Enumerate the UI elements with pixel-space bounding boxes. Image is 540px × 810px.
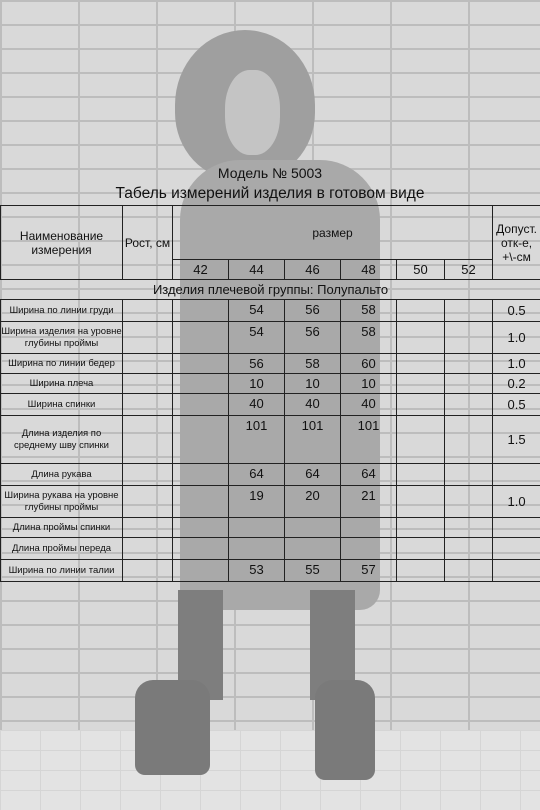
height-cell — [123, 464, 173, 486]
height-cell — [123, 560, 173, 582]
row-label: Ширина спинки — [1, 394, 123, 416]
value-cell — [173, 486, 229, 518]
value-cell: 55 — [285, 560, 341, 582]
value-cell — [341, 518, 397, 538]
value-cell: 56 — [285, 322, 341, 354]
value-cell: 64 — [341, 464, 397, 486]
height-cell — [123, 354, 173, 374]
table-row — [1, 560, 540, 582]
height-cell — [123, 538, 173, 560]
height-cell — [123, 394, 173, 416]
height-cell — [123, 374, 173, 394]
row-label: Длина рукава — [1, 464, 123, 486]
value-cell — [173, 518, 229, 538]
table-row — [1, 354, 540, 374]
tolerance-cell: 1.0 — [493, 354, 540, 374]
row-label: Ширина изделия на уровне глубины проймы — [1, 322, 123, 354]
value-cell: 58 — [341, 300, 397, 322]
value-cell — [173, 374, 229, 394]
height-cell — [123, 416, 173, 464]
value-cell — [397, 416, 445, 464]
value-cell: 58 — [341, 322, 397, 354]
value-cell — [173, 394, 229, 416]
value-cell: 53 — [229, 560, 285, 582]
value-cell: 56 — [285, 300, 341, 322]
value-cell — [173, 538, 229, 560]
value-cell — [173, 560, 229, 582]
col-name-header: Наименование измерения — [1, 206, 123, 280]
value-cell: 21 — [341, 486, 397, 518]
height-cell — [123, 518, 173, 538]
size-header-4: 50 — [397, 260, 445, 280]
tolerance-cell — [493, 518, 540, 538]
row-label: Ширина по линии талии — [1, 560, 123, 582]
value-cell: 64 — [229, 464, 285, 486]
value-cell — [397, 486, 445, 518]
tolerance-cell — [493, 560, 540, 582]
size-header-5: 52 — [445, 260, 493, 280]
value-cell: 64 — [285, 464, 341, 486]
row-label: Ширина по линии бедер — [1, 354, 123, 374]
value-cell — [445, 394, 493, 416]
value-cell — [445, 374, 493, 394]
table-row — [1, 464, 540, 486]
table-row — [1, 374, 540, 394]
value-cell — [397, 354, 445, 374]
tolerance-cell: 0.2 — [493, 374, 540, 394]
value-cell — [397, 322, 445, 354]
table-row — [1, 416, 540, 464]
tolerance-cell — [493, 464, 540, 486]
value-cell — [397, 538, 445, 560]
value-cell — [445, 322, 493, 354]
value-cell — [445, 300, 493, 322]
value-cell: 101 — [285, 416, 341, 464]
row-label: Ширина рукава на уровне глубины проймы — [1, 486, 123, 518]
value-cell: 54 — [229, 300, 285, 322]
value-cell — [397, 518, 445, 538]
value-cell — [397, 374, 445, 394]
value-cell: 57 — [341, 560, 397, 582]
measurements-table — [0, 205, 540, 582]
value-cell: 101 — [229, 416, 285, 464]
value-cell: 101 — [341, 416, 397, 464]
tolerance-cell: 1.5 — [493, 416, 540, 464]
value-cell: 10 — [229, 374, 285, 394]
value-cell: 10 — [341, 374, 397, 394]
model-number: Модель № 5003 — [217, 165, 323, 181]
value-cell: 40 — [285, 394, 341, 416]
row-label: Длина проймы переда — [1, 538, 123, 560]
size-header-1: 44 — [229, 260, 285, 280]
table-row — [1, 300, 540, 322]
value-cell — [397, 464, 445, 486]
table-row — [1, 322, 540, 354]
tolerance-cell: 0.5 — [493, 394, 540, 416]
size-header-2: 46 — [285, 260, 341, 280]
page-title: Табель измерений изделия в готовом виде — [115, 185, 425, 202]
value-cell — [397, 394, 445, 416]
value-cell — [341, 538, 397, 560]
col-height-header: Рост, см — [123, 206, 173, 280]
tolerance-cell — [493, 538, 540, 560]
value-cell — [229, 538, 285, 560]
value-cell — [445, 354, 493, 374]
table-row — [1, 486, 540, 518]
height-cell — [123, 322, 173, 354]
value-cell — [173, 464, 229, 486]
row-label: Ширина по линии груди — [1, 300, 123, 322]
size-header-0: 42 — [173, 260, 229, 280]
value-cell — [285, 538, 341, 560]
value-cell — [445, 486, 493, 518]
value-cell: 40 — [341, 394, 397, 416]
group-header: Изделия плечевой группы: Полупальто — [1, 280, 540, 300]
value-cell — [173, 354, 229, 374]
row-label: Ширина плеча — [1, 374, 123, 394]
value-cell: 54 — [229, 322, 285, 354]
table-row — [1, 394, 540, 416]
value-cell — [229, 518, 285, 538]
value-cell: 10 — [285, 374, 341, 394]
tolerance-cell: 0.5 — [493, 300, 540, 322]
value-cell: 58 — [285, 354, 341, 374]
value-cell: 56 — [229, 354, 285, 374]
value-cell — [397, 300, 445, 322]
value-cell: 19 — [229, 486, 285, 518]
height-cell — [123, 486, 173, 518]
value-cell: 60 — [341, 354, 397, 374]
table-row — [1, 538, 540, 560]
row-label: Длина проймы спинки — [1, 518, 123, 538]
value-cell: 40 — [229, 394, 285, 416]
value-cell — [173, 322, 229, 354]
height-cell — [123, 300, 173, 322]
value-cell — [397, 560, 445, 582]
value-cell — [445, 464, 493, 486]
col-size-header: размер — [173, 206, 493, 260]
tolerance-cell: 1.0 — [493, 322, 540, 354]
value-cell — [285, 518, 341, 538]
value-cell — [173, 300, 229, 322]
tolerance-cell: 1.0 — [493, 486, 540, 518]
table-row — [1, 518, 540, 538]
col-tolerance-header: Допуст. отк-е, +\-см — [493, 206, 540, 280]
value-cell: 20 — [285, 486, 341, 518]
value-cell — [445, 416, 493, 464]
value-cell — [445, 560, 493, 582]
value-cell — [445, 538, 493, 560]
size-header-3: 48 — [341, 260, 397, 280]
value-cell — [445, 518, 493, 538]
row-label: Длина изделия по среднему шву спинки — [1, 416, 123, 464]
value-cell — [173, 416, 229, 464]
